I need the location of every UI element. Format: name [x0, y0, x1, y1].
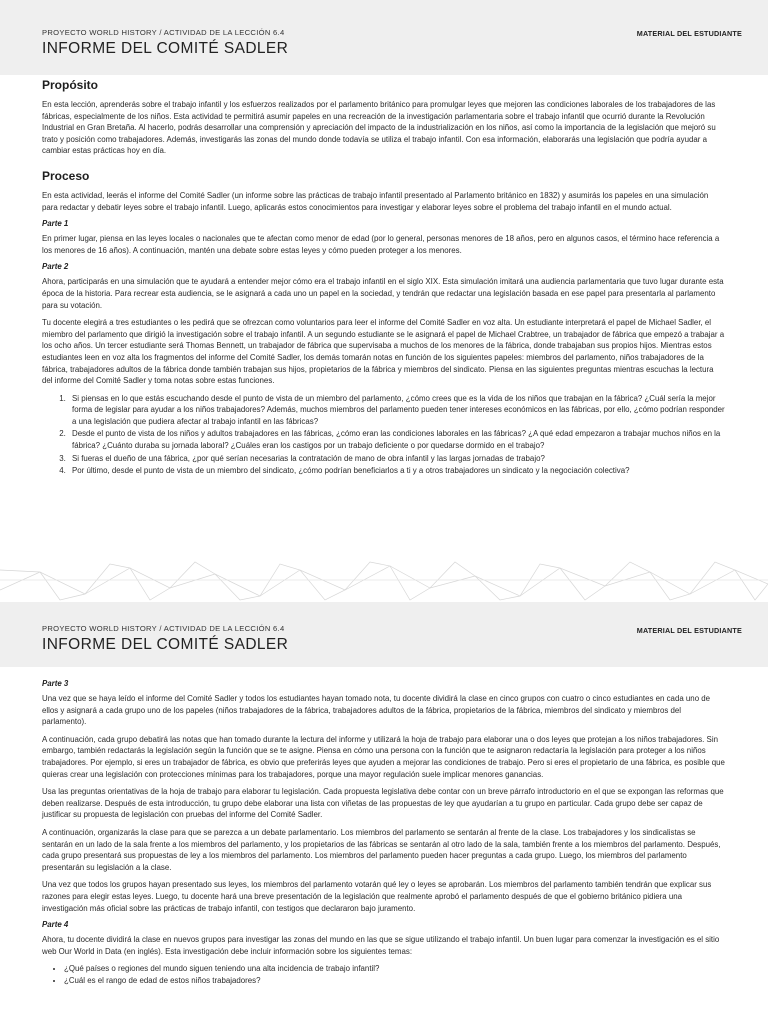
page-title: INFORME DEL COMITÉ SADLER: [42, 40, 289, 57]
list-item: 4. Por último, desde el punto de vista de un miembro del sindicato, ¿cómo podrían beneficiarlos a ti y a otros trabajadores un sindicato y la negociación colectiva?: [68, 465, 726, 477]
part2-label: Parte 2: [42, 262, 69, 272]
list-item: 2. Desde el punto de vista de los niños y adultos trabajadores en las fábricas, ¿cómo eran las condiciones laborales en las fábricas? ¿A qué edad empezaron a trabajar muchos niños en la fábrica? ¿Cuánto duraba su jornada laboral? ¿Cuáles eran los castigos por un trabajo deficiente o por quedarse dormido en el trabajo?: [68, 428, 726, 451]
material-tag: MATERIAL DEL ESTUDIANTE: [636, 29, 742, 38]
part3-paragraph: A continuación, cada grupo debatirá las notas que han tomado durante la lectura del informe y utilizará la hoja de trabajo para elaborar una o dos leyes que protejan a los niños trabajadores. Sin embargo, también redactarás la legislación según la función que se te asigne. Piensa en cómo una persona con la función que te asignaron redactaría la legislación para proteger a los niños trabajadores. Por ejemplo, si eres un trabajador de fábrica, es obvio que preferirás leyes que ayuden a mejorar las condiciones de trabajo. Pero si eres el propietario de una fábrica, es posible que quieras crear una legislación con protecciones mínimas para los trabajadores, porque una mayor regulación suele implicar menores ganancias.: [42, 734, 725, 779]
page2-content: [0, 667, 768, 986]
process-heading: Proceso: [42, 168, 90, 183]
page1-header: [0, 0, 768, 75]
material-tag: MATERIAL DEL ESTUDIANTE: [636, 626, 742, 635]
process-text: En esta actividad, leerás el informe del Comité Sadler (un informe sobre las prácticas de trabajo infantil presentado al Parlamento británico en 1832) y asumirás los papeles en una simulación para redactar y debatir leyes sobre el trabajo infantil. Luego, aplicarás estos conocimientos para investigar y elaborar leyes sobre el problema del trabajo infantil en el mundo actual.: [42, 190, 709, 212]
part3-paragraph: Una vez que se haya leído el informe del Comité Sadler y todos los estudiantes hayan tomado nota, tu docente dividirá la clase en cinco grupos con cuatro o cinco estudiantes en cada uno de ellos y asignará a cada grupo uno de los papeles (niños trabajadores de la fábrica, trabajadores adultos de la fábrica, propietarios de la fábrica, miembros del sindicato y miembros del parlamento).: [42, 694, 711, 727]
project-kicker: PROYECTO WORLD HISTORY / ACTIVIDAD DE LA LECCIÓN 6.4: [42, 624, 285, 633]
page1-content: [0, 75, 768, 560]
part3-label: Parte 3: [42, 679, 69, 688]
questions-list: [42, 393, 726, 477]
page-title: INFORME DEL COMITÉ SADLER: [42, 636, 289, 653]
page2-header: [0, 602, 768, 667]
topics-list: [42, 963, 726, 986]
decorative-pattern: [0, 560, 768, 602]
part3-paragraph: A continuación, organizarás la clase para que se parezca a un debate parlamentario. Los miembros del parlamento se sentarán al frente de la clase. Los trabajadores y los sindicalistas se sentarán en un lado de la sala frente a los miembros del parlamento, y los propietarios de las fábricas se sentarán al otro lado de la sala, también frente a los miembros del parlamento. Después, cada grupo presentará sus propuestas de ley a los miembros del parlamento. Los miembros del parlamento pueden hacer preguntas a cada grupo. Luego, los miembros del parlamento presentarán su legislación a la clase.: [42, 827, 721, 872]
part3-paragraph: Usa las preguntas orientativas de la hoja de trabajo para elaborar tu legislación. Cada propuesta legislativa debe contar con un breve párrafo introductorio en el que se expongan las reformas que deben realizarse. Después de esta introducción, tu grupo debe elaborar una lista con viñetas de las propuestas de ley que ayudarían a tu grupo en particular. Cada grupo debe ser capaz de justificar su propuesta de legislación con pruebas del informe del Comité Sadler.: [42, 787, 724, 820]
purpose-text: En esta lección, aprenderás sobre el trabajo infantil y los esfuerzos realizados por el parlamento británico para promulgar leyes que mejoren las condiciones laborales de los trabajadores de las fábricas, especialmente de los niños. Esta actividad te permitirá asumir papeles en una recreación de la investigación parlamentaria sobre el trabajo infantil que ocurrió durante la Revolución Industrial en Gran Bretaña. Al hacerlo, podrás desarrollar una comprensión y apreciación del impacto de la industrialización en los niños, así como la importancia de la legislación que mejoró su trato y posición como trabajadores. Además, investigarás las zonas del mundo donde todavía se utiliza el trabajo infantil. Con esa información, elaborarás una legislación que podría ayudar a cambiar estas prácticas hoy en día.: [42, 100, 716, 156]
list-item: • ¿Cuál es el rango de edad de estos niños trabajadores?: [64, 975, 726, 987]
part1-label: Parte 1: [42, 219, 69, 229]
part2-text-1: Ahora, participarás en una simulación que te ayudará a entender mejor cómo era el trabajo infantil en el siglo XIX. Esta simulación imitará una audiencia parlamentaria que tuvo lugar durante esta época de la historia. Para recrear esta audiencia, se le asignará a cada uno un papel en la sociedad, y tendrán que redactar una legislación basada en ese papel para presentarla al parlamento para su votación.: [42, 277, 724, 310]
part4-paragraph: Ahora, tu docente dividirá la clase en nuevos grupos para investigar las zonas del mundo en las que se sigue utilizando el trabajo infantil. Un buen lugar para comenzar la investigación es el sitio web Our World in Data (en inglés). Esta investigación debe incluir información sobre los siguientes temas:: [42, 935, 720, 956]
list-item: 3. Si fueras el dueño de una fábrica, ¿por qué serían necesarias la contratación de mano de obra infantil y las largas jornadas de trabajo?: [68, 453, 726, 465]
part2-text-2: Tu docente elegirá a tres estudiantes o les pedirá que se ofrezcan como voluntarios para leer el informe del Comité Sadler en voz alta. Un estudiante interpretará el papel de Michael Sadler, el miembro del parlamento que dirigió la investigación sobre el trabajo infantil. A un segundo estudiante se le asignará el papel de Michael Crabtree, un trabajador de fábrica que empezó a trabajar a los ocho años. Un tercer estudiante será Thomas Bennett, un trabajador de fábrica que supervisaba a muchos de los menores de la fábrica, donde trabajaban sus propios hijos. Mientras estos estudiantes leen en voz alta los fragmentos del informe del Comité Sadler, los demás tomarán notas en función de los siguientes papeles: miembros del parlamento, niños trabajadores de la fábrica, trabajadores adultos de la fábrica donde también trabajan sus hijos, propietarios de la fábrica y miembros del sindicato. Piensa en las siguientes preguntas mientras escuchas la lectura del informe del Comité Sadler y toma notas sobre estas funciones.: [42, 318, 725, 386]
list-item: 1. Si piensas en lo que estás escuchando desde el punto de vista de un miembro del parlamento, ¿cómo crees que es la vida de los niños que trabajan en la fábrica? ¿Cuál sería la mejor forma de legislar para ayudar a los niños trabajadores? Además, muchos miembros del parlamento pueden tener intereses económicos en las fábricas, por ello, ¿cómo podrían responder a una legislación que pudiera afectar al trabajo infantil en las fábricas?: [68, 393, 726, 428]
part4-label: Parte 4: [42, 920, 69, 930]
project-kicker: PROYECTO WORLD HISTORY / ACTIVIDAD DE LA LECCIÓN 6.4: [42, 28, 285, 37]
part1-text: En primer lugar, piensa en las leyes locales o nacionales que te afectan como menor de edad (por lo general, personas menores de 18 años, pero en algunos casos, el término hace referencia a los menores de 16 años). A continuación, mantén una debate sobre estas leyes y cómo pueden proteger a los menores.: [42, 234, 720, 255]
list-item: • ¿Qué países o regiones del mundo siguen teniendo una alta incidencia de trabajo infantil?: [64, 963, 726, 975]
part3-paragraph: Una vez que todos los grupos hayan presentado sus leyes, los miembros del parlamento votarán qué ley o leyes se aprobarán. Los miembros del parlamento también tendrán que explicar sus razones para elegir estas leyes. Luego, tu docente hará una breve presentación de la legislación que realmente aprobó el parlamento después de que el gobierno británico pidiera una investigación más oficial sobre las prácticas de trabajo infantil, con testigos que declararon bajo juramento.: [42, 880, 712, 913]
purpose-heading: Propósito: [42, 78, 98, 92]
triangle-pattern-icon: [0, 560, 768, 602]
